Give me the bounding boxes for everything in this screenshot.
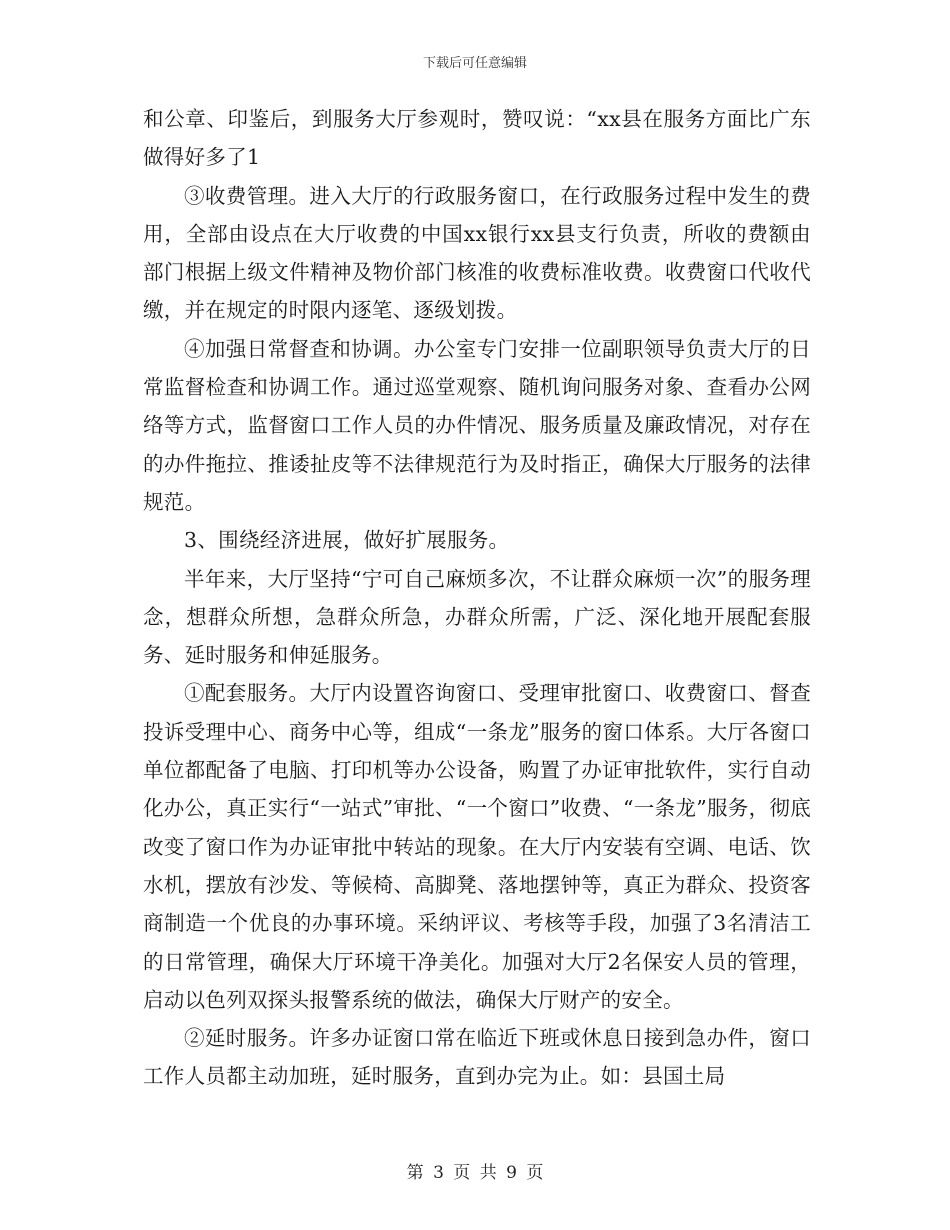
paragraph-extended-hours: ②延时服务。许多办证窗口常在临近下班或休息日接到急办件，窗口工作人员都主动加班，延时服务，直到办完为止。如：县国土局 [143, 1026, 811, 1089]
paragraph-supervision: ④加强日常督查和协调。办公室专门安排一位副职领导负责大厅的日常监督检查和协调工作。通过巡堂观察、随机询问服务对象、查看办公网络等方式，监督窗口工作人员的办件情况、服务质量及廉政情况，对存在的办件拖拉、推诿扯皮等不法律规范行为及时指正，确保大厅服务的法律规范。 [143, 336, 811, 514]
page-footer: 第 3 页 共 9 页 [406, 1163, 544, 1183]
paragraph-continuation: 和公章、印鉴后，到服务大厅参观时，赞叹说：“xx县在服务方面比广东做得好多了1 [143, 107, 811, 170]
page-header: 下载后可任意编辑 [422, 56, 527, 71]
section-heading-extended-service: 3、围绕经济进展，做好扩展服务。 [184, 528, 510, 553]
paragraph-fee-management: ③收费管理。进入大厅的行政服务窗口，在行政服务过程中发生的费用，全部由设点在大厅收费的中国xx银行xx县支行负责，所收的费额由部门根据上级文件精神及物价部门核准的收费标准收费。收费窗口代收代缴，并在规定的时限内逐笔、逐级划拨。 [143, 183, 811, 323]
document-body [143, 100, 811, 1096]
paragraph-supporting-service: ①配套服务。大厅内设置咨询窗口、受理审批窗口、收费窗口、督查投诉受理中心、商务中心等，组成“一条龙”服务的窗口体系。大厅各窗口单位都配备了电脑、打印机等办公设备，购置了办证审批软件，实行自动化办公，真正实行“一站式”审批、“一个窗口”收费、“一条龙”服务，彻底改变了窗口作为办证审批中转站的现象。在大厅内安装有空调、电话、饮水机，摆放有沙发、等候椅、高脚凳、落地摆钟等，真正为群众、投资客商制造一个优良的办事环境。采纳评议、考核等手段，加强了3名清洁工的日常管理，确保大厅环境干净美化。加强对大厅2名保安人员的管理，启动以色列双探头报警系统的做法，确保大厅财产的安全。 [143, 681, 811, 1012]
paragraph-service-philosophy: 半年来，大厅坚持“宁可自己麻烦多次，不让群众麻烦一次”的服务理念，想群众所想，急群众所急，办群众所需，广泛、深化地开展配套服务、延时服务和伸延服务。 [143, 566, 811, 668]
